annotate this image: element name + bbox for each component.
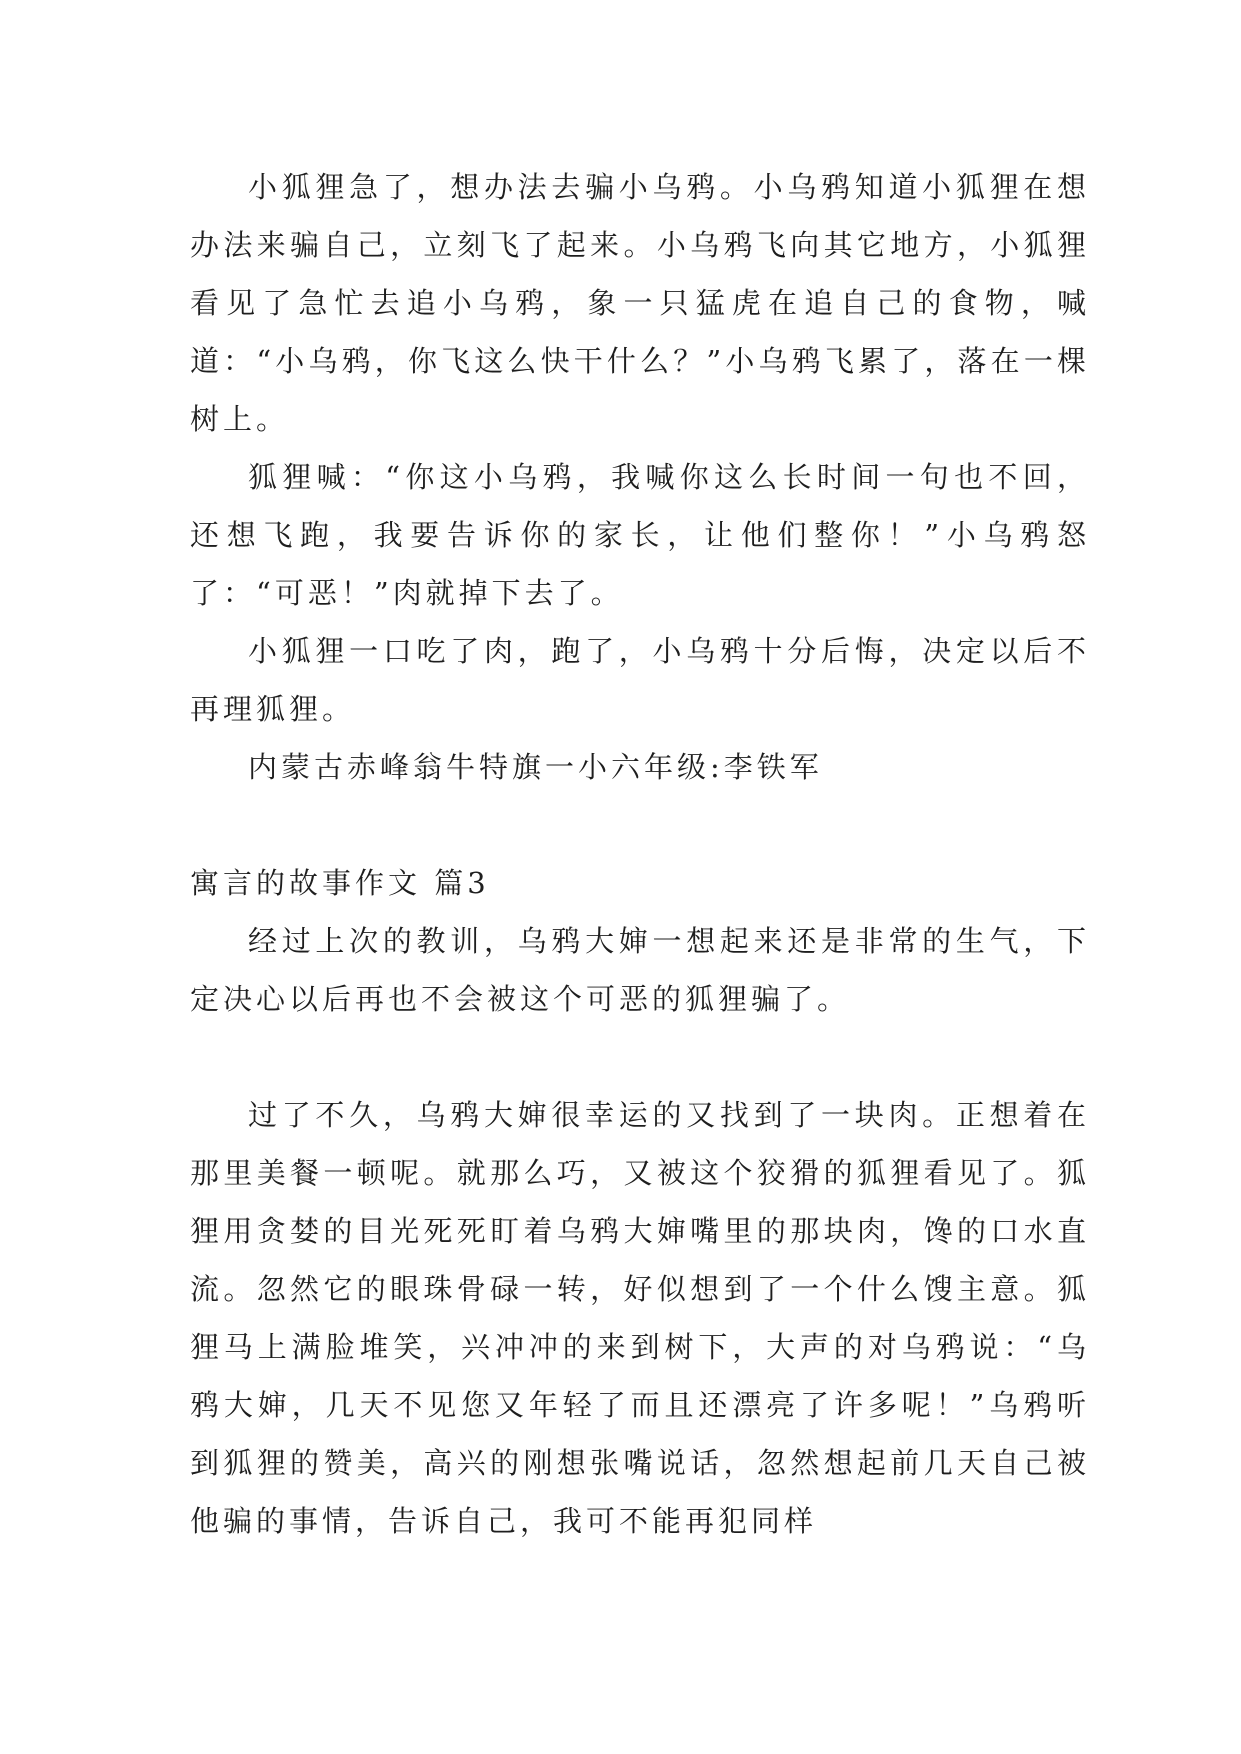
paragraph-crow-regrets: 小狐狸一口吃了肉，跑了，小乌鸦十分后悔，决定以后不再理狐狸。 bbox=[190, 634, 1090, 726]
section-title: 寓言的故事作文 篇3 bbox=[190, 866, 490, 900]
paragraph-fox-chases-crow: 小狐狸急了，想办法去骗小乌鸦。小乌鸦知道小狐狸在想办法来骗自己，立刻飞了起来。小乌鸦飞向其它地方，小狐狸看见了急忙去追小乌鸦，象一只猛虎在追自己的食物，喊道：“小乌鸦，你飞这么快干什么？”小乌鸦飞累了，落在一棵树上。 bbox=[190, 170, 1090, 436]
document-body bbox=[190, 158, 1090, 1550]
paragraph-fox-shouts: 狐狸喊：“你这小乌鸦，我喊你这么长时间一句也不回，还想飞跑，我要告诉你的家长，让他们整你！”小乌鸦怒了：“可恶！”肉就掉下去了。 bbox=[190, 460, 1090, 610]
spacer bbox=[190, 796, 1090, 854]
paragraph-crow-lesson: 经过上次的教训，乌鸦大婶一想起来还是非常的生气，下定决心以后再也不会被这个可恶的狐狸骗了。 bbox=[190, 924, 1090, 1016]
spacer bbox=[190, 1028, 1090, 1086]
paragraph-crow-finds-meat: 过了不久，乌鸦大婶很幸运的又找到了一块肉。正想着在那里美餐一顿呢。就那么巧，又被这个狡猾的狐狸看见了。狐狸用贪婪的目光死死盯着乌鸦大婶嘴里的那块肉，馋的口水直流。忽然它的眼珠骨碌一转，好似想到了一个什么馊主意。狐狸马上满脸堆笑，兴冲冲的来到树下，大声的对乌鸦说：“乌鸦大婶，几天不见您又年轻了而且还漂亮了许多呢！”乌鸦听到狐狸的赞美，高兴的刚想张嘴说话，忽然想起前几天自己被他骗的事情，告诉自己，我可不能再犯同样 bbox=[190, 1098, 1090, 1538]
author-byline: 内蒙古赤峰翁牛特旗一小六年级:李铁军 bbox=[248, 750, 823, 784]
